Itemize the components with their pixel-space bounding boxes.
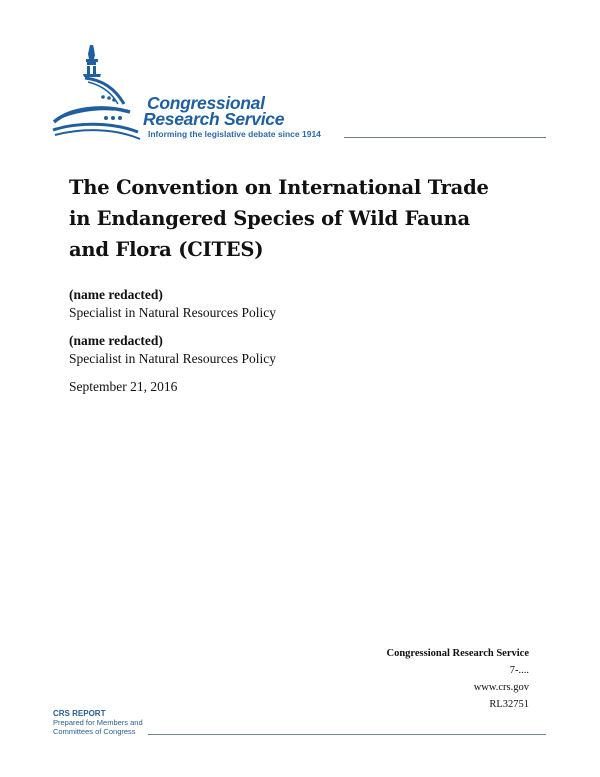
footer-label: CRS REPORT <box>53 709 106 718</box>
crs-logo <box>52 42 552 142</box>
header-divider <box>344 137 546 138</box>
logo-wordmark-line1: Congressional <box>147 93 265 113</box>
contact-phone: 7-.... <box>509 665 529 676</box>
contact-organization: Congressional Research Service <box>386 648 529 659</box>
footer-block <box>53 709 143 736</box>
contact-block <box>386 645 529 713</box>
contact-website: www.crs.gov <box>473 682 529 693</box>
logo-tagline: Informing the legislative debate since 1914 <box>148 129 321 139</box>
capitol-dome-icon <box>52 42 144 142</box>
logo-wordmark-line2: Research Service <box>143 109 285 129</box>
footer-line2: Committees of Congress <box>53 727 136 736</box>
author-entry <box>69 332 276 368</box>
report-title: The Convention on International Trade in Endangered Species of Wild Fauna and Flora (CITES) <box>69 176 489 261</box>
report-date: September 21, 2016 <box>69 379 178 394</box>
footer-divider <box>148 734 546 735</box>
author-role: Specialist in Natural Resources Policy <box>69 305 276 320</box>
author-block <box>69 286 276 396</box>
author-entry <box>69 286 276 322</box>
author-role: Specialist in Natural Resources Policy <box>69 351 276 366</box>
report-number: RL32751 <box>489 699 529 710</box>
footer-line1: Prepared for Members and <box>53 718 143 727</box>
author-name: (name redacted) <box>69 333 163 348</box>
author-name: (name redacted) <box>69 287 163 302</box>
